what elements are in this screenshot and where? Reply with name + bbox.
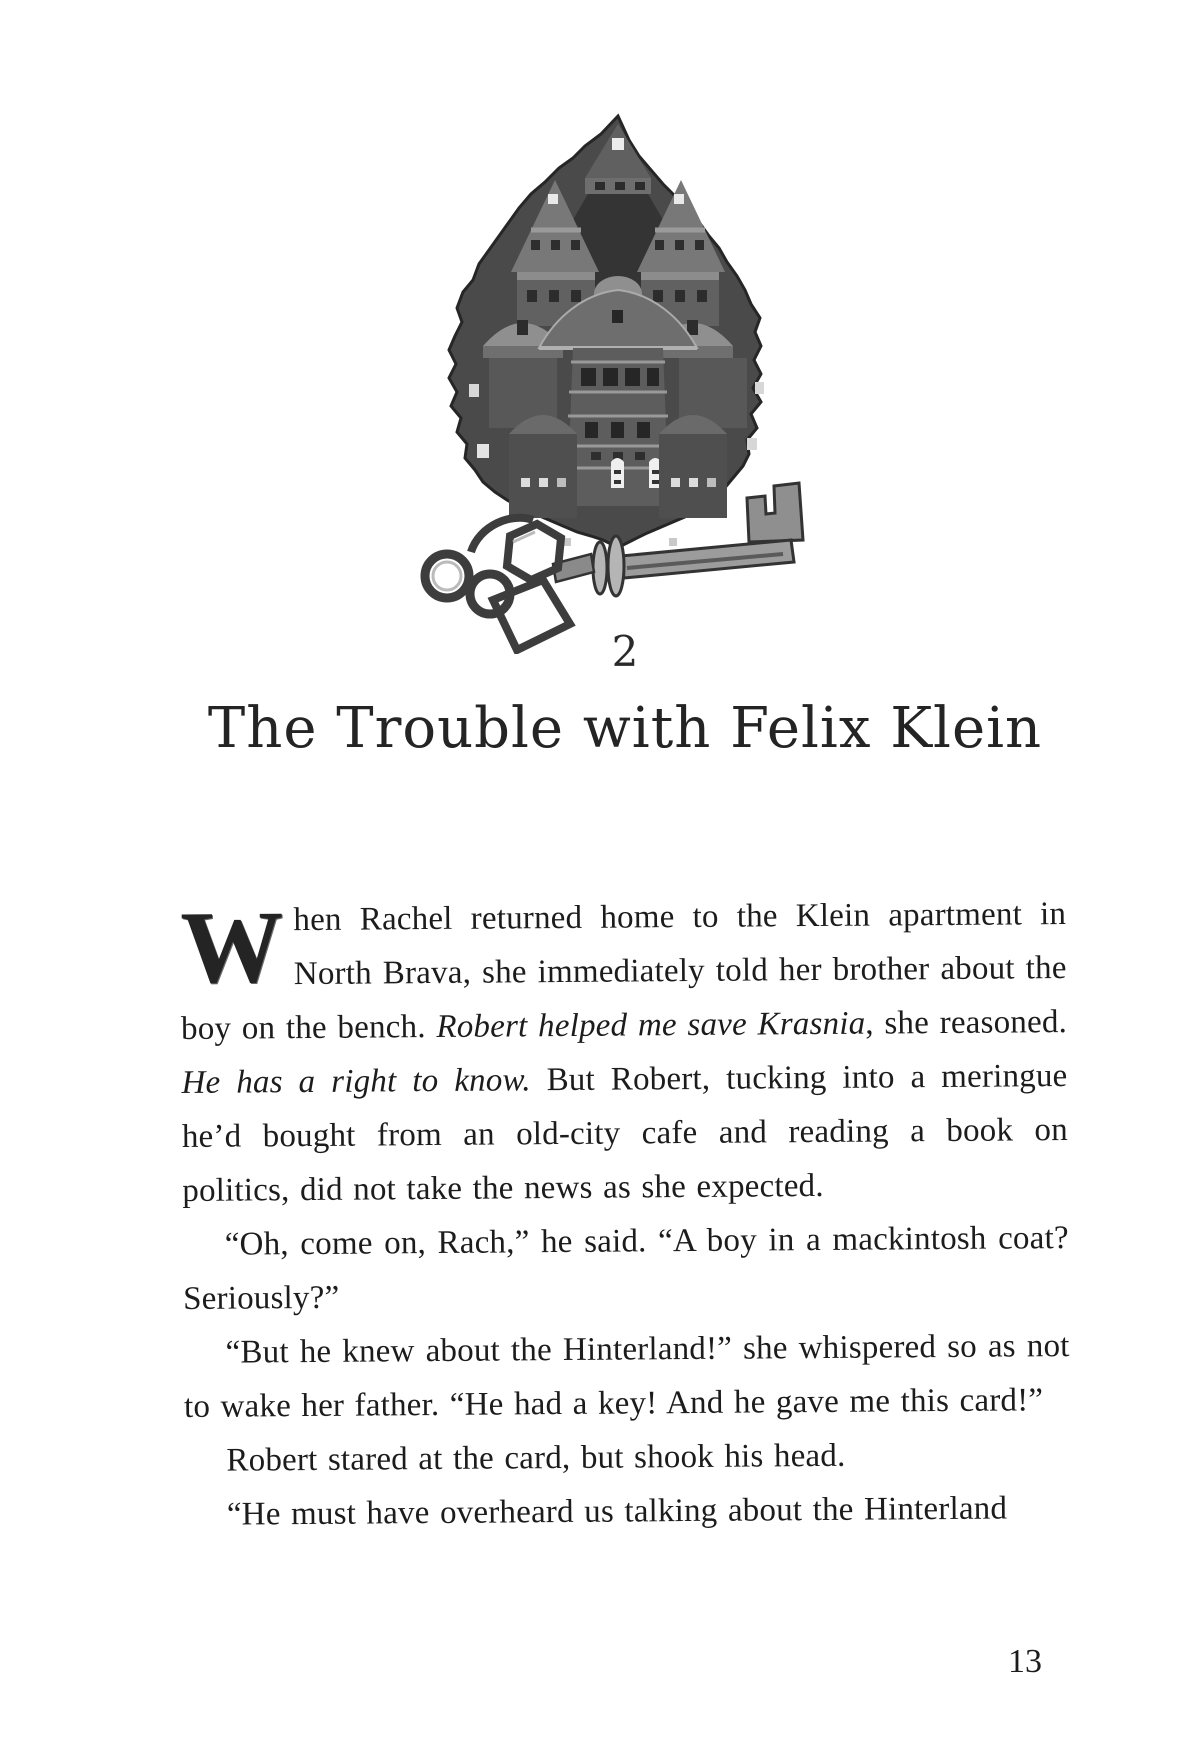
- paragraph: “He must have overheard us talking about the Hinterland: [226, 1490, 1008, 1533]
- chapter-title: The Trouble with Felix Klein: [207, 696, 1043, 761]
- castle-and-key-illustration: [413, 94, 807, 654]
- chapter-illustration: [413, 94, 807, 654]
- paragraph: “But he knew about the Hinterland!” she whispered so as not to wake her father. “He had a key! And he gave me this card!”: [183, 1328, 1070, 1425]
- body-text: [180, 887, 1071, 1542]
- paragraph: When Rachel returned home to the Klein apartment in North Brava, she immediately told her brother about the boy on the bench. Robert helped me save Krasnia, she reasoned. He has a right to know. But Robert, tucking into a meringue he’d bought from an old-city cafe and reading a book on politics, did not take the news as she expected.: [179, 890, 1069, 1209]
- paragraph: Robert stared at the card, but shook his head.: [226, 1437, 846, 1479]
- drop-cap: W: [179, 890, 285, 1005]
- paragraph: “Oh, come on, Rach,” he said. “A boy in a mackintosh coat? Seriously?”: [183, 1220, 1069, 1317]
- chapter-number: 2: [611, 627, 639, 676]
- page-number: 13: [1008, 1643, 1042, 1680]
